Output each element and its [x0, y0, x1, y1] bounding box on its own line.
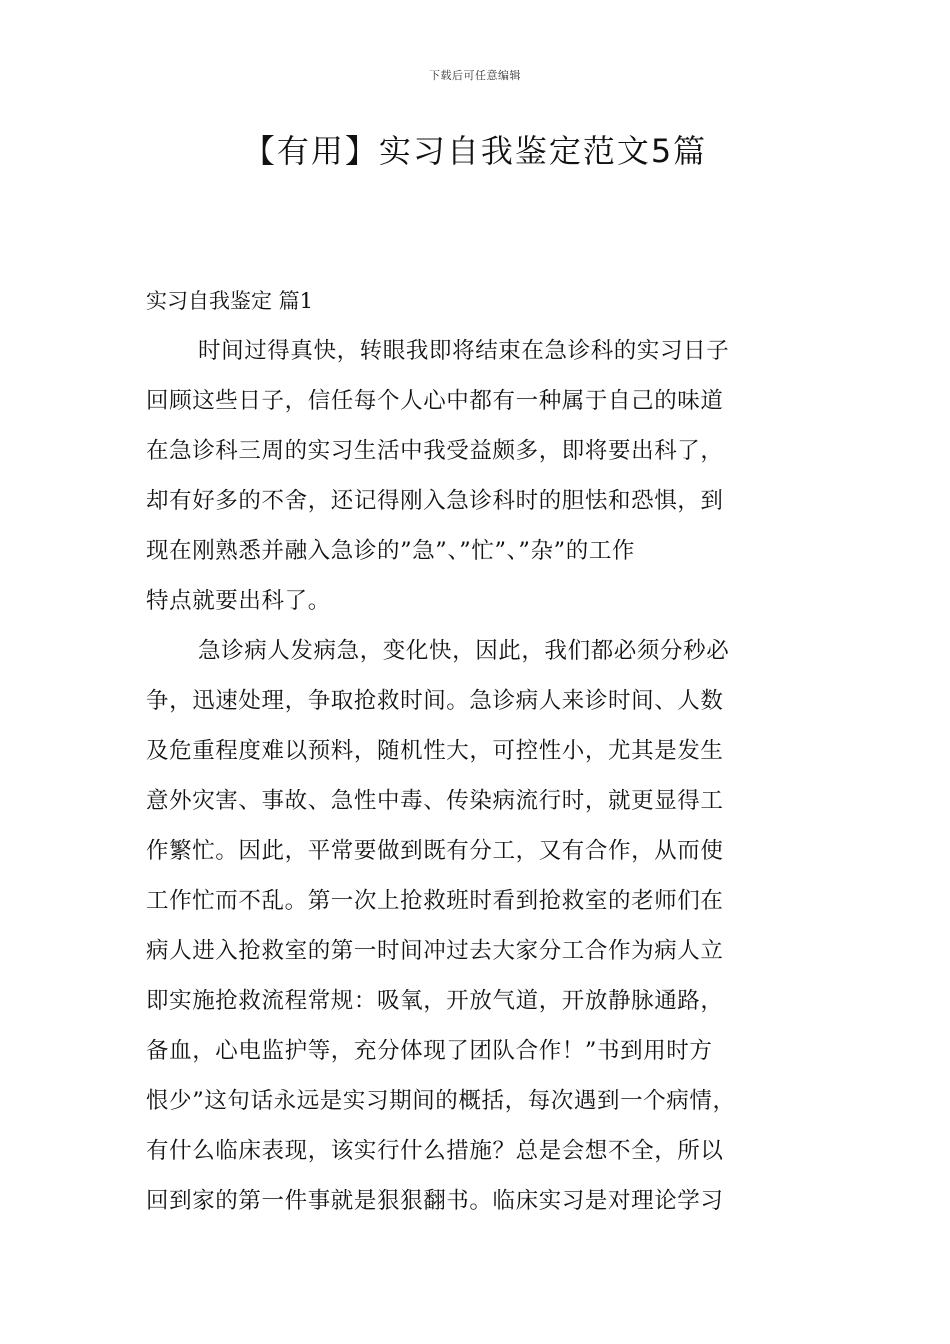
paragraph-line: 时间过得真快，转眼我即将结束在急诊科的实习日子 — [198, 338, 730, 364]
paragraph-line: 回到家的第一件事就是狠狠翻书。临床实习是对理论学习 — [146, 1188, 724, 1214]
paragraph-line: 在急诊科三周的实习生活中我受益颇多，即将要出科了， — [146, 438, 724, 464]
document-title: 【有用】实习自我鉴定范文5篇 — [242, 132, 708, 170]
paragraph-line: 即实施抢救流程常规：吸氧，开放气道，开放静脉通路， — [146, 988, 724, 1014]
paragraph-line: 病人进入抢救室的第一时间冲过去大家分工合作为病人立 — [146, 938, 724, 964]
paragraph-line: 有什么临床表现，该实行什么措施？总是会想不全，所以 — [146, 1138, 724, 1164]
section-heading: 实习自我鉴定 篇1 — [146, 289, 314, 313]
page-header-note: 下载后可任意编辑 — [429, 69, 521, 82]
paragraph-line: 作繁忙。因此，平常要做到既有分工，又有合作，从而使 — [146, 838, 724, 864]
paragraph-line: 意外灾害、事故、急性中毒、传染病流行时，就更显得工 — [146, 788, 724, 814]
paragraph-line: 现在刚熟悉并融入急诊的”急”、”忙”、”杂”的工作 — [146, 538, 636, 564]
paragraph-line: 回顾这些日子，信任每个人心中都有一种属于自己的味道 — [146, 388, 724, 414]
paragraph-line: 工作忙而不乱。第一次上抢救班时看到抢救室的老师们在 — [146, 888, 724, 914]
paragraph-line: 恨少”这句话永远是实习期间的概括，每次遇到一个病情， — [146, 1088, 736, 1114]
body-text — [146, 326, 814, 1226]
paragraph-line: 争，迅速处理，争取抢救时间。急诊病人来诊时间、人数 — [146, 688, 724, 714]
paragraph-line: 特点就要出科了。 — [146, 588, 331, 614]
paragraph-line: 及危重程度难以预料，随机性大，可控性小，尤其是发生 — [146, 738, 724, 764]
paragraph-line: 急诊病人发病急，变化快，因此，我们都必须分秒必 — [198, 638, 730, 664]
paragraph-line: 备血，心电监护等，充分体现了团队合作！”书到用时方 — [146, 1038, 713, 1064]
paragraph-line: 却有好多的不舍，还记得刚入急诊科时的胆怯和恐惧，到 — [146, 488, 724, 514]
